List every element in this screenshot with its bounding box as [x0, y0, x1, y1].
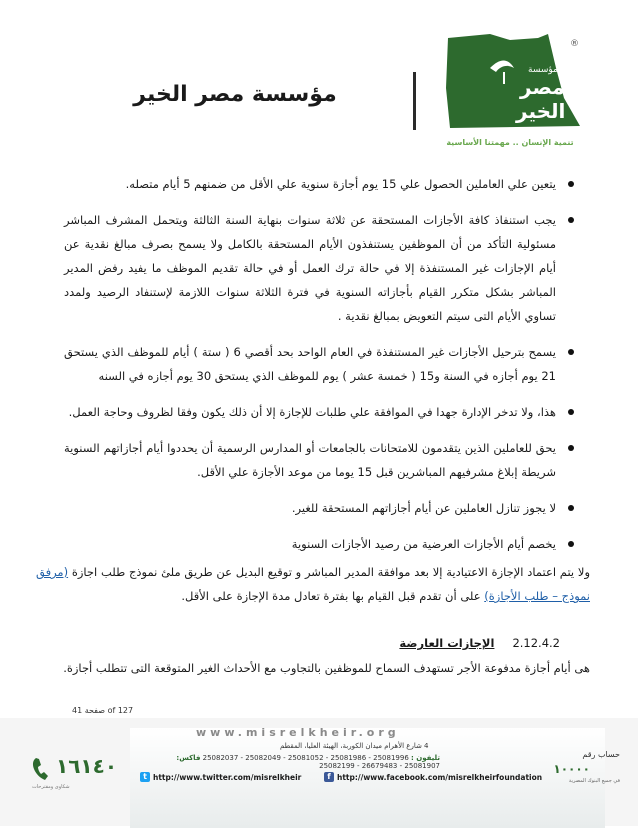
svg-text:مؤسسة: مؤسسة	[528, 65, 558, 75]
hotline-block	[22, 750, 118, 800]
leave-approval-paragraph	[36, 560, 590, 608]
footer-phones	[140, 754, 440, 770]
paragraph-text: على أن تقدم قبل القيام بها بفترة تعادل مدة الإجازة على الأقل.	[181, 589, 485, 603]
list-item-text: يتعين علي العاملين الحصول علي 15 يوم أجازة سنوية علي الأقل من ضمنهم 5 أيام متصله.	[125, 177, 556, 191]
list-item-text: يجب استنفاذ كافة الأجازات المستحقة عن ثلاثة سنوات بنهاية السنة الثالثة ويتحمل المشرف المباشر مسئولية التأكد من أن الموظفين يستنفذون الأيام المستحقة بالكامل ولا يسمح بصرف مبالغ نقدية عن أيام الإجازات غير المستنفذة إلا في حالة ترك العمل أو في حالة تقديم الموظف ما يفيد رفض المدير المباشر بشكل متكرر القيام بأجازاته السنوية في فترة الثلاثة سنوات اللازمة لإستنفاد الرصيد ولمدد تساوي الأيام التى سيتم التعويض بمبالغ نقدية .	[64, 213, 556, 323]
egypt-map-logo-icon	[430, 28, 590, 138]
fax-value: 25081907 - 26679483 - 25082199	[319, 762, 440, 770]
page-header	[0, 0, 638, 160]
bullet-icon	[568, 445, 574, 451]
policy-content	[64, 172, 574, 568]
svg-text:مصر: مصر	[520, 75, 565, 99]
section-title: الإجازات العارضة	[399, 636, 495, 650]
donation-account	[520, 748, 630, 798]
header-divider	[413, 72, 416, 130]
list-item-text: يخصم أيام الأجازات العرضية من رصيد الأجازات السنوية	[291, 537, 556, 551]
account-number: ١٠٠٠٠	[553, 762, 590, 776]
twitter-url: http://www.twitter.com/misrelkheir	[153, 772, 302, 782]
account-label: حساب رقم	[582, 750, 620, 759]
policy-bullet-list	[64, 172, 574, 556]
website-url[interactable]: www.misrelkheir.org	[196, 726, 400, 739]
list-item	[64, 496, 574, 520]
bullet-icon	[568, 505, 574, 511]
bullet-icon	[568, 409, 574, 415]
paragraph-text: ولا يتم اعتماد الإجازة الاعتيادية إلا بعد موافقة المدير المباشر و توقيع البديل عن طريق ملئ نموذج طلب اجازة	[68, 565, 590, 579]
hotline-note: شكاوى ومقترحات	[32, 784, 70, 790]
list-item-text: هذا، ولا تدخر الإدارة جهدا في الموافقة علي طلبات للإجازة إلا أن ذلك يكون وفقا لظروف وحاجة العمل.	[68, 405, 556, 419]
bank-note: في جميع البنوك المصرية	[568, 778, 620, 784]
bullet-icon	[568, 349, 574, 355]
facebook-link[interactable]	[324, 772, 542, 782]
footer-address: 4 شارع الأهرام ميدان الكوربة، الهيئة العليا، المقطم	[280, 742, 429, 750]
page-footer	[0, 718, 638, 826]
list-item-text: لا يجوز تنازل العاملين عن أيام أجازاتهم المستحقة للغير.	[291, 501, 556, 515]
section-heading	[300, 636, 560, 650]
list-item	[64, 208, 574, 328]
phone-icon	[30, 756, 54, 782]
list-item	[64, 340, 574, 388]
list-item	[64, 436, 574, 484]
svg-text:®: ®	[570, 39, 579, 49]
organization-logo	[430, 28, 590, 168]
logo-tagline: تنمية الإنسان .. مهمتنا الأساسية	[446, 138, 574, 147]
bullet-icon	[568, 181, 574, 187]
list-item	[64, 532, 574, 556]
phones-value: 25081996 - 25081986 - 25081052 - 25082049 - 25082037	[202, 754, 409, 762]
phones-label: تليفون :	[411, 754, 440, 762]
section-number: 2.12.4.2	[512, 636, 560, 650]
list-item-text: يسمح بترحيل الأجازات غير المستنفذة في العام الواحد بحد أقصي 6 ( ستة ) أيام للموظف الذي يستحق 21 يوم أجازه في السنة و15 ( خمسة عشر ) يوم للموظف الذي يستحق 30 يوم أجازه في السنه	[64, 345, 556, 383]
organization-title: مؤسسة مصر الخير	[133, 82, 337, 107]
list-item-text: يحق للعاملين الذين يتقدمون للامتحانات بالجامعات أو المدارس الرسمية أن يحددوا أيام أجازاتهم السنوية شريطة إبلاغ مشرفيهم المباشرين قبل 15 يوما من موعد الأجازة علي الأقل.	[64, 441, 556, 479]
leave-form-link[interactable]: (مرفق نموذج – طلب الأجازة)	[36, 565, 590, 603]
fax-label: فاكس:	[176, 754, 201, 762]
list-item	[64, 172, 574, 196]
twitter-icon: t	[140, 772, 150, 782]
facebook-icon: f	[324, 772, 334, 782]
list-item	[64, 400, 574, 424]
bullet-icon	[568, 217, 574, 223]
hotline-number: ١٦١٤٠	[56, 754, 118, 778]
facebook-url: http://www.facebook.com/misrelkheirfoundation	[337, 772, 543, 782]
page-number: صفحة 41 of 127	[72, 706, 134, 715]
bullet-icon	[568, 541, 574, 547]
svg-text:الخير: الخير	[516, 99, 566, 123]
twitter-link[interactable]	[140, 772, 301, 782]
casual-leave-paragraph: هى أيام أجازة مدفوعة الأجر تستهدف السماح للموظفين بالتجاوب مع الأحداث الغير المتوقعة التى تتطلب أجازة.	[63, 661, 590, 675]
